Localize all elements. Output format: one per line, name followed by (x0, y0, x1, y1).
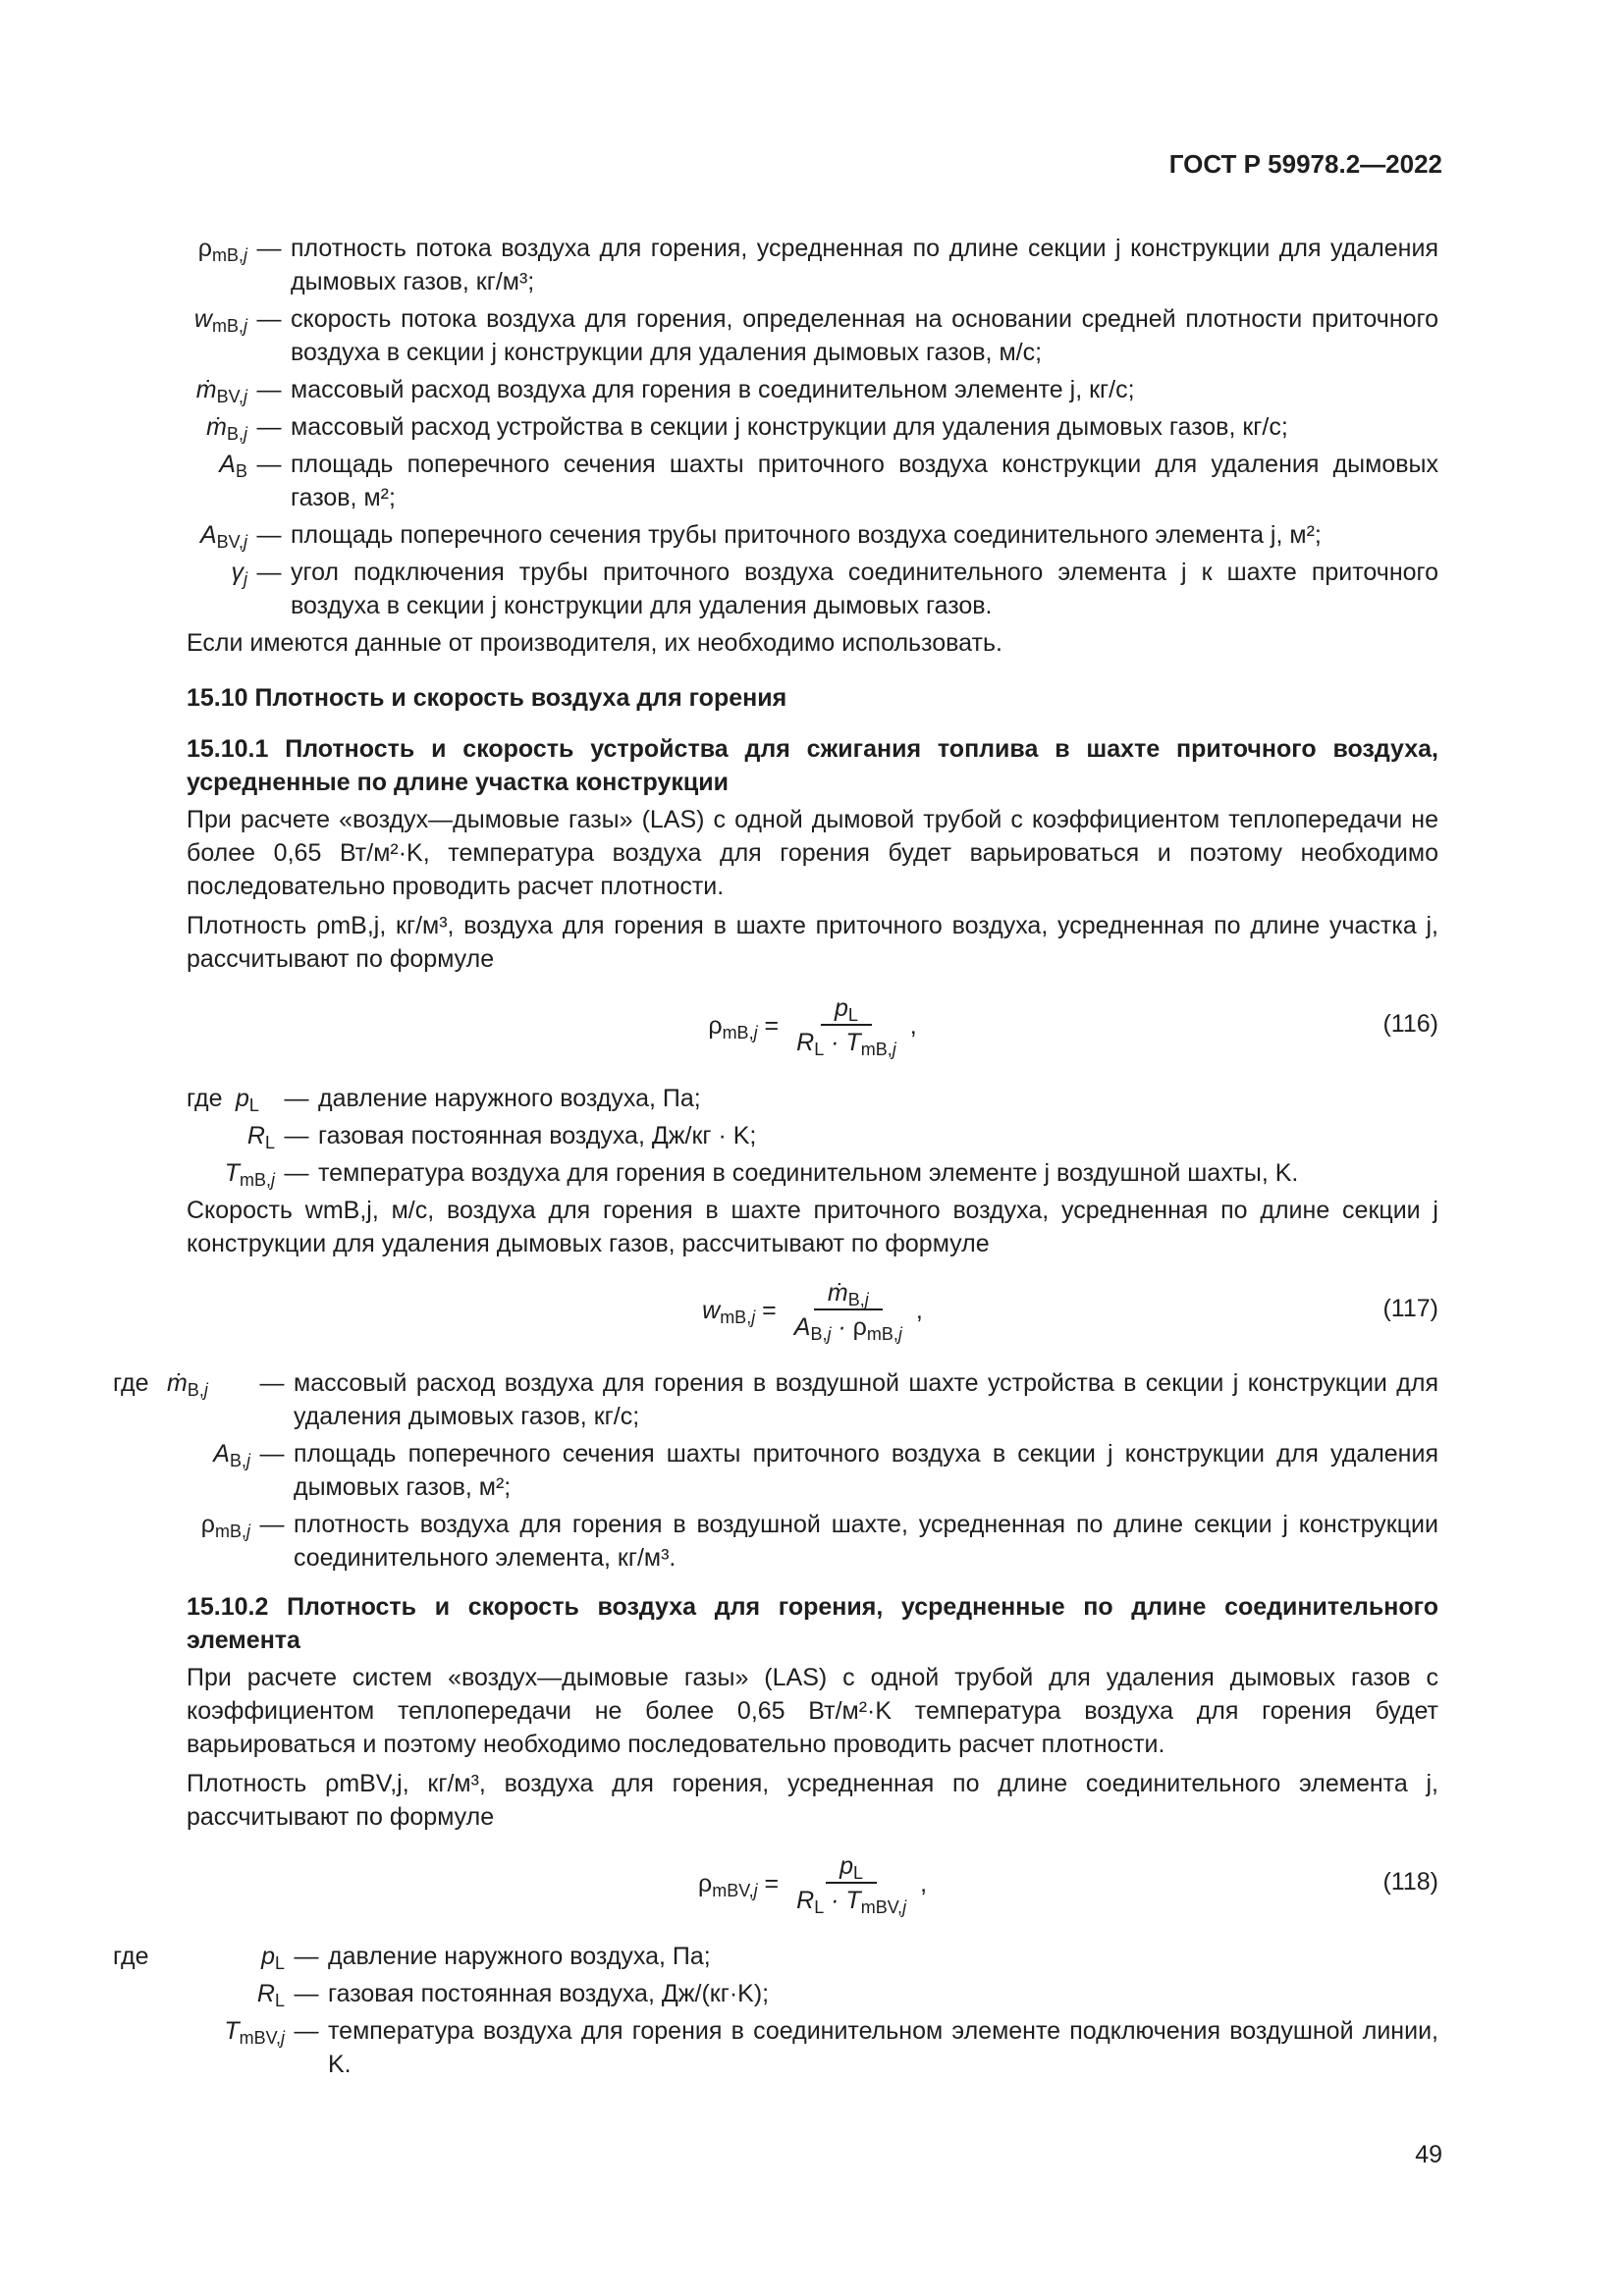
definition-row: $R_L$ — газовая постоянная воздуха, Дж/(кг·K); (113, 1977, 1438, 2010)
definition-text: газовая постоянная воздуха, Дж/кг · K; (318, 1122, 757, 1149)
formula-fraction (786, 992, 906, 1059)
definition-symbol: $R_L$ (246, 1122, 275, 1152)
definition-row: где $p_L$ — давление наружного воздуха, Па; (187, 1082, 1438, 1115)
definition-row: $T_{mB,j}$ — температура воздуха для горения в соединительном элементе j воздушной шахты, K. (187, 1156, 1438, 1190)
where-label: где (187, 1085, 223, 1112)
paragraph: Плотность ρmB,j, кг/м³, воздуха для горения в шахте приточного воздуха, усредненная по длине участка j, рассчитывают по формуле (187, 912, 1438, 973)
definition-row: $R_L$ — газовая постоянная воздуха, Дж/кг · K; (187, 1119, 1438, 1152)
formula-denominator: $R_L \cdot T_{mBV,j}$ (796, 1887, 907, 1917)
definition-row: $A_B$ — площадь поперечного сечения шахты приточного воздуха конструкции для удаления дымовых газов, м²; (177, 448, 1438, 514)
definition-row: ṁ$_{B,j}$ — массовый расход устройства в секции j конструкции для удаления дымовых газов, кг/с; (177, 410, 1438, 444)
definition-text: давление наружного воздуха, Па; (318, 1085, 701, 1112)
definition-symbol: $T_{mBV,j}$ (224, 2017, 285, 2048)
definitions-117 (113, 1366, 1438, 1575)
formula-numerator: ṁ$_{B,j}$ (814, 1277, 883, 1310)
definition-text: давление наружного воздуха, Па; (328, 1943, 711, 1970)
page-content (113, 232, 1438, 2085)
definition-symbol: ṁ$_{BV,j}$ (195, 376, 247, 406)
equation-number: (116) (1382, 1010, 1438, 1038)
definition-symbol: $\rho_{mB,j}$ (197, 235, 247, 265)
formula-116: $\rho_{mB,j}$ = $\frac{p_L}{R_L \cdot T_{mB,j}}$ , (116) (708, 994, 1438, 1059)
paragraph: При расчете «воздух—дымовые газы» (LAS) с одной дымовой трубой с коэффициентом теплопередачи не более 0,65 Вт/м²·K, температура воздуха для горения будет варьироваться и поэтому необходимо последовательно проводить расчет плотности. (187, 806, 1438, 900)
formula-numerator: $p_L$ (821, 992, 872, 1026)
definition-symbol: $w_{mB,j}$ (193, 305, 247, 336)
formula-denominator: $A_{B,j} \cdot \rho_{mB,j}$ (793, 1313, 902, 1344)
formula-fraction (785, 1277, 912, 1344)
paragraph: Скорость wmB,j, м/с, воздуха для горения в шахте приточного воздуха, усредненная по длине секции j конструкции для удаления дымовых газов, рассчитывают по формуле (187, 1197, 1438, 1257)
definition-symbol: $T_{mB,j}$ (224, 1159, 275, 1190)
section-title-15-10-1: 15.10.1 Плотность и скорость устройства для сжигания топлива в шахте приточного воздуха, усредненные по длине участка конструкции (187, 735, 1438, 796)
equation-number: (117) (1382, 1295, 1438, 1322)
definitions-118 (113, 1940, 1438, 2081)
definition-text: угол подключения трубы приточного воздуха соединительного элемента j к шахте приточного воздуха в секции j конструкции для удаления дымовых газов. (291, 559, 1438, 619)
definition-symbol: ṁ$_{B,j}$ (167, 1369, 208, 1400)
definition-symbol: $A_{B,j}$ (213, 1440, 250, 1470)
definition-row: где ṁ$_{B,j}$ — массовый расход воздуха для горения в воздушной шахте устройства в секции j конструкции для удаления дымовых газов, кг/с; (113, 1366, 1438, 1433)
definition-symbol: $R_L$ (256, 1980, 285, 2010)
definition-symbol: $\gamma_j$ (231, 559, 247, 589)
definition-text: массовый расход воздуха для горения в воздушной шахте устройства в секции j конструкции для удаления дымовых газов, кг/с; (294, 1369, 1438, 1430)
definition-row: $\rho_{mB,j}$ — плотность потока воздуха для горения, усредненная по длине секции j конструкции для удаления дымовых газов, кг/м³; (177, 232, 1438, 298)
definition-symbol: $p_L$ (261, 1943, 285, 1973)
paragraph: При расчете систем «воздух—дымовые газы» (LAS) с одной трубой для удаления дымовых газов с коэффициентом теплопередачи не более 0,65 Вт/м²·K температура воздуха для горения будет варьироваться и поэтому необходимо последовательно проводить расчет плотности. (187, 1664, 1438, 1758)
definition-text: площадь поперечного сечения трубы приточного воздуха соединительного элемента j, м²; (291, 521, 1322, 549)
manufacturer-note: Если имеются данные от производителя, их необходимо использовать. (187, 629, 1002, 657)
definition-text: температура воздуха для горения в соединительном элементе подключения воздушной линии, K. (328, 2017, 1438, 2078)
definition-row: $w_{mB,j}$ — скорость потока воздуха для горения, определенная на основании средней плотности приточного воздуха в секции j конструкции для удаления дымовых газов, м/с; (177, 302, 1438, 369)
formula-denominator: $R_L \cdot T_{mB,j}$ (796, 1029, 896, 1059)
document-header: ГОСТ Р 59978.2—2022 (1168, 149, 1442, 179)
definition-symbol: $\rho_{mB,j}$ (200, 1511, 250, 1541)
formula-numerator: $p_L$ (826, 1850, 877, 1884)
definition-row: $A_{BV,j}$ — площадь поперечного сечения трубы приточного воздуха соединительного элемента j, м²; (177, 518, 1438, 552)
definition-symbol: $p_L$ (236, 1085, 259, 1115)
formula-118: $\rho_{mBV,j}$ = $\frac{p_L}{R_L \cdot T_{mBV,j}}$ , (118) (697, 1852, 1438, 1917)
definition-text: плотность потока воздуха для горения, усредненная по длине секции j конструкции для удаления дымовых газов, кг/м³; (291, 235, 1438, 295)
formula-lhs: $\rho_{mB,j}$ = (708, 1012, 780, 1042)
definition-row: $A_{B,j}$ — площадь поперечного сечения шахты приточного воздуха в секции j конструкции для удаления дымовых газов, м²; (113, 1437, 1438, 1504)
definition-row: $\gamma_j$ — угол подключения трубы приточного воздуха соединительного элемента j к шахте приточного воздуха в секции j конструкции для удаления дымовых газов. (177, 556, 1438, 622)
definitions-116 (187, 1082, 1438, 1190)
formula-fraction (786, 1850, 916, 1917)
definition-text: скорость потока воздуха для горения, определенная на основании средней плотности приточного воздуха в секции j конструкции для удаления дымовых газов, м/с; (291, 305, 1438, 366)
definition-text: газовая постоянная воздуха, Дж/(кг·K); (328, 1980, 770, 2007)
formula-117: $w_{mB,j}$ = $\frac{ṁ_{B,j}}{A_{B,j} \cdot \rho_{mB,j}}$ , (117) (702, 1279, 1438, 1344)
paragraph: Плотность ρmBV,j, кг/м³, воздуха для горения, усредненная по длине соединительного элемента j, рассчитывают по формуле (187, 1770, 1438, 1831)
formula-lhs: $w_{mB,j}$ = (702, 1297, 777, 1327)
definition-symbol: $A_{BV,j}$ (199, 521, 247, 552)
definition-row: ṁ$_{BV,j}$ — массовый расход воздуха для горения в соединительном элементе j, кг/с; (177, 373, 1438, 406)
definition-text: плотность воздуха для горения в воздушной шахте, усредненная по длине секции j конструкции соединительного элемента, кг/м³. (294, 1511, 1438, 1572)
definition-text: температура воздуха для горения в соединительном элементе j воздушной шахты, K. (318, 1159, 1299, 1187)
definition-text: массовый расход устройства в секции j конструкции для удаления дымовых газов, кг/с; (291, 413, 1288, 441)
definition-text: площадь поперечного сечения шахты приточного воздуха в секции j конструкции для удаления дымовых газов, м²; (294, 1440, 1438, 1501)
definition-symbol: ṁ$_{B,j}$ (206, 413, 247, 444)
page-number: 49 (1415, 2141, 1442, 2168)
definition-text: площадь поперечного сечения шахты приточного воздуха конструкции для удаления дымовых газов, м²; (291, 451, 1438, 511)
definition-row: $T_{mBV,j}$ — температура воздуха для горения в соединительном элементе подключения воздушной линии, K. (113, 2014, 1438, 2081)
definition-row: где $p_L$ — давление наружного воздуха, Па; (113, 1940, 1438, 1973)
where-label: где (113, 1369, 149, 1397)
equation-number: (118) (1382, 1868, 1438, 1896)
definition-symbol: $A_B$ (219, 451, 247, 481)
definition-row: $\rho_{mB,j}$ — плотность воздуха для горения в воздушной шахте, усредненная по длине секции j конструкции соединительного элемента, кг/м³. (113, 1508, 1438, 1575)
section-title-15-10-2: 15.10.2 Плотность и скорость воздуха для горения, усредненные по длине соединительного элемента (187, 1593, 1438, 1654)
where-label: где (113, 1943, 149, 1970)
definition-text: массовый расход воздуха для горения в соединительном элементе j, кг/с; (291, 376, 1135, 403)
top-definitions (177, 232, 1438, 622)
formula-lhs: $\rho_{mBV,j}$ = (697, 1870, 780, 1900)
section-title-15-10: 15.10 Плотность и скорость воздуха для горения (187, 684, 787, 712)
